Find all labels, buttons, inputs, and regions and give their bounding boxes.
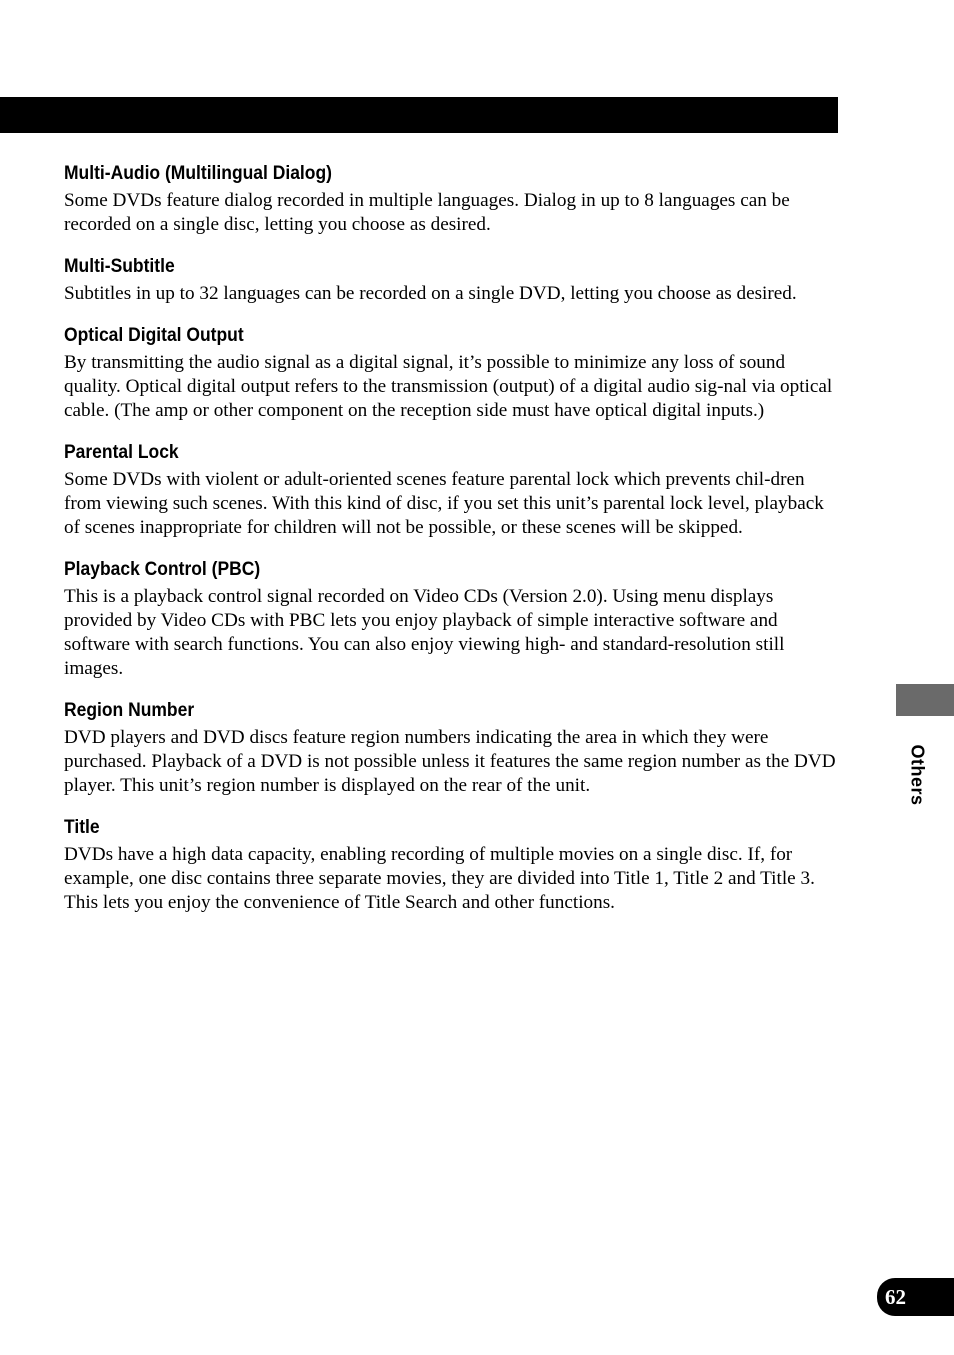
section-body: Some DVDs feature dialog recorded in multiple languages. Dialog in up to 8 languages can be recorded on a single disc, letting you choose as desired. [64,190,790,235]
page-number-box [877,1278,954,1316]
glossary-content [64,161,840,932]
section-body: DVD players and DVD discs feature region numbers indicating the area in which they were purchased. Playback of a DVD is not possible unless it features the same region number as the DVD player. This unit’s region number is displayed on the rear of the unit. [64,727,836,796]
side-tab-marker [896,684,954,716]
section-parental-lock [64,440,840,540]
section-optical-digital-output [64,323,840,423]
section-heading: Parental Lock [64,442,179,463]
section-heading: Title [64,817,100,838]
section-body: Some DVDs with violent or adult-oriented scenes feature parental lock which prevents chil-dren from viewing such scenes. With this kind of disc, if you set this unit’s parental lock level, playback of scenes inappropriate for children will not be possible, or these scenes will be skipped. [64,469,824,538]
section-heading: Optical Digital Output [64,325,244,346]
section-heading: Multi-Subtitle [64,256,175,277]
section-body: By transmitting the audio signal as a digital signal, it’s possible to minimize any loss of sound quality. Optical digital output refers to the transmission (output) of a digital audio sig-nal via optical cable. (The amp or other component on the reception side must have optical digital inputs.) [64,352,833,421]
section-body: DVDs have a high data capacity, enabling recording of multiple movies on a single disc. If, for example, one disc contains three separate movies, they are divided into Title 1, Title 2 and Title 3. This lets you enjoy the convenience of Title Search and other functions. [64,844,815,913]
section-title [64,815,840,915]
section-playback-control [64,557,840,681]
header-bar [0,97,838,133]
section-body: Subtitles in up to 32 languages can be recorded on a single DVD, letting you choose as desired. [64,283,797,304]
section-multi-audio [64,161,840,237]
page-number: 62 [885,1285,906,1309]
section-multi-subtitle [64,254,840,306]
section-heading: Playback Control (PBC) [64,559,261,580]
section-heading: Region Number [64,700,195,721]
section-body: This is a playback control signal recorded on Video CDs (Version 2.0). Using menu displays provided by Video CDs with PBC lets you enjoy playback of simple interactive software and software with search functions. You can also enjoy viewing high- and standard-resolution still images. [64,586,785,679]
section-heading: Multi-Audio (Multilingual Dialog) [64,163,332,184]
side-tab-label-text: Others [907,744,928,806]
section-region-number [64,698,840,798]
